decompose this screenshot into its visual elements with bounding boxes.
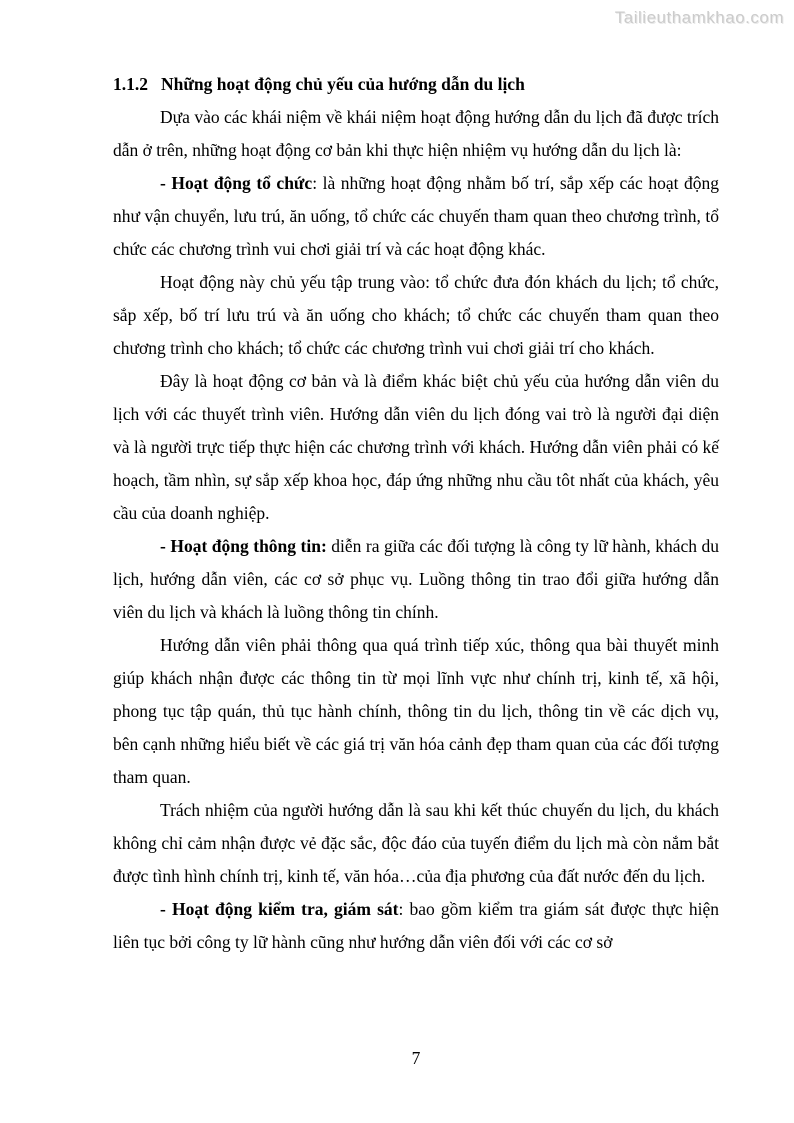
paragraph <box>113 629 719 794</box>
section-number: 1.1.2 <box>113 74 148 94</box>
section-heading <box>113 68 719 101</box>
paragraph-text: Trách nhiệm của người hướng dẫn là sau khi kết thúc chuyến du lịch, du khách không chỉ cảm nhận được vẻ đặc sắc, độc đáo của tuyến điểm du lịch mà còn nắm bắt được tình hình chính trị, kinh tế, văn hóa…của địa phương của đất nước đến du lịch. <box>113 800 719 886</box>
section-title: Những hoạt động chủ yếu của hướng dẫn du lịch <box>161 74 525 94</box>
paragraph <box>113 266 719 365</box>
paragraph <box>113 794 719 893</box>
paragraph <box>113 365 719 530</box>
document-body <box>113 68 719 959</box>
paragraph-text: : bao gồm kiểm tra giám sát được thực hiện liên tục bởi công ty lữ hành cũng như hướng dẫn viên đối với các cơ sở <box>113 899 719 952</box>
paragraph <box>113 101 719 167</box>
paragraph-text: Đây là hoạt động cơ bản và là điểm khác biệt chủ yếu của hướng dẫn viên du lịch với các thuyết trình viên. Hướng dẫn viên du lịch đóng vai trò là người đại diện và là người trực tiếp thực hiện các chương trình với khách. Hướng dẫn viên phải có kế hoạch, tầm nhìn, sự sắp xếp khoa học, đáp ứng những nhu cầu tôt nhất của khách, yêu cầu của doanh nghiệp. <box>113 371 719 523</box>
watermark: Tailieuthamkhao.com <box>614 8 784 27</box>
paragraph-lead: - Hoạt động tổ chức <box>160 173 313 193</box>
paragraph-text: Hướng dẫn viên phải thông qua quá trình tiếp xúc, thông qua bài thuyết minh giúp khách nhận được các thông tin từ mọi lĩnh vực như chính trị, kinh tế, xã hội, phong tục tập quán, thủ tục hành chính, thông tin du lịch, thông tin về các dịch vụ, bên cạnh những hiểu biết về các giá trị văn hóa cảnh đẹp tham quan của các đối tượng tham quan. <box>113 635 719 787</box>
page-number: 7 <box>411 1048 421 1068</box>
paragraph-text: : là những hoạt động nhằm bố trí, sắp xếp các hoạt động như vận chuyển, lưu trú, ăn uống, tổ chức các chuyến tham quan theo chương trình, tổ chức các chương trình vui chơi giải trí và các hoạt động khác. <box>113 173 719 259</box>
paragraph-text: diễn ra giữa các đối tượng là công ty lữ hành, khách du lịch, hướng dẫn viên, các cơ sở phục vụ. Luồng thông tin trao đổi giữa hướng dẫn viên du lịch và khách là luồng thông tin chính. <box>113 536 719 622</box>
paragraph-text: Dựa vào các khái niệm về khái niệm hoạt động hướng dẫn du lịch đã được trích dẫn ở trên, những hoạt động cơ bản khi thực hiện nhiệm vụ hướng dẫn du lịch là: <box>113 107 719 160</box>
paragraph-text: Hoạt động này chủ yếu tập trung vào: tổ chức đưa đón khách du lịch; tổ chức, sắp xếp, bố trí lưu trú và ăn uống cho khách; tổ chức các chuyến tham quan theo chương trình cho khách; tổ chức các chương trình vui chơi giải trí cho khách. <box>113 272 719 358</box>
paragraph-lead: - Hoạt động kiểm tra, giám sát <box>160 899 399 919</box>
paragraph <box>113 530 719 629</box>
paragraph <box>113 167 719 266</box>
paragraph-lead: - Hoạt động thông tin: <box>160 536 327 556</box>
paragraph <box>113 893 719 959</box>
